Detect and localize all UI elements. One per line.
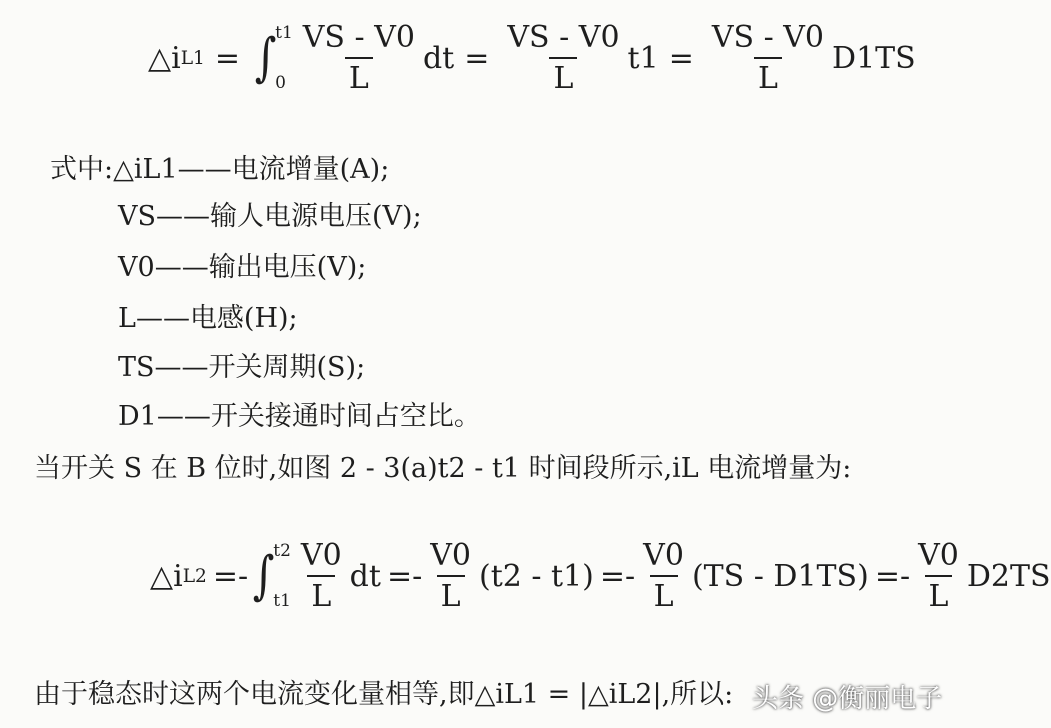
fraction-1: [297, 538, 346, 614]
definition-symbol: VS: [118, 201, 156, 232]
integral-upper-bound: t1: [275, 23, 293, 43]
integral-sign: ∫: [252, 546, 275, 606]
denominator: L: [650, 575, 678, 614]
denominator: L: [549, 57, 577, 96]
numerator: V0: [918, 538, 959, 573]
definition-symbol: D1: [118, 401, 157, 432]
equals-sign: =: [464, 40, 490, 76]
t1: t1: [627, 40, 659, 76]
paragraph-1: 当开关 S 在 B 位时,如图 2 - 3(a)t2 - t1 时间段所示,iL 电流增量为:: [34, 453, 852, 484]
equation-2: [150, 538, 1051, 614]
integral: [252, 23, 293, 93]
definition-line-1: [50, 147, 389, 186]
definition-description: ——开关周期(S);: [154, 352, 366, 383]
equals-minus: =-: [212, 558, 249, 594]
dt: dt: [422, 40, 455, 76]
delta-symbol: △: [150, 558, 174, 594]
definition-line-4: [118, 296, 298, 335]
denominator: L: [307, 575, 335, 614]
subscript-l1: L1: [180, 47, 205, 69]
numerator: VS - V0: [507, 20, 620, 55]
integral-bounds: [275, 23, 293, 93]
definition-line-2: [118, 194, 422, 233]
denominator: L: [345, 57, 373, 96]
fraction-4: [914, 538, 963, 614]
numerator: VS - V0: [302, 20, 415, 55]
paren-term-3: (TS - D1TS): [691, 558, 869, 594]
fraction-3: [639, 538, 688, 614]
definition-line-5: [118, 345, 365, 384]
integral-lower-bound: 0: [275, 73, 286, 93]
definition-description: ——开关接通时间占空比。: [156, 401, 481, 432]
equation-1: [148, 20, 916, 96]
denominator: L: [754, 57, 782, 96]
definition-symbol: V0: [118, 252, 155, 283]
numerator: V0: [300, 538, 342, 573]
variable-i: i: [173, 558, 183, 594]
integral: [250, 541, 291, 611]
numerator: V0: [430, 538, 471, 573]
denominator: L: [437, 575, 465, 614]
fraction-2: [426, 538, 475, 614]
integral-lower-bound: t1: [273, 591, 291, 611]
definition-symbol: L: [118, 303, 136, 334]
fraction-3: [708, 20, 828, 96]
paren-term-2: (t2 - t1): [478, 558, 594, 594]
dt: dt: [349, 558, 381, 594]
integral-bounds: [273, 541, 291, 611]
definition-symbol: TS: [118, 352, 155, 383]
equation-tail: D2TS: [966, 558, 1051, 594]
equals-minus: =-: [599, 558, 636, 594]
watermark: 头条 @衡丽电子: [752, 684, 943, 714]
definition-description: ——输出电压(V);: [154, 252, 367, 283]
definition-description: ——输人电源电压(V);: [156, 201, 422, 232]
equals-minus: =-: [874, 558, 911, 594]
paragraph-2: 由于稳态时这两个电流变化量相等,即△iL1 = |△iL2|,所以:: [34, 679, 734, 710]
equation-tail: D1TS: [832, 40, 916, 76]
fraction-1: [299, 20, 419, 96]
equals-sign: =: [668, 40, 694, 76]
delta-symbol: △: [148, 40, 172, 76]
definition-symbol: △iL1: [113, 154, 178, 185]
equals-minus: =-: [386, 558, 423, 594]
variable-i: i: [171, 40, 181, 76]
fraction-2: [503, 20, 623, 96]
definition-line-6: [118, 394, 481, 433]
subscript-l2: L2: [182, 565, 207, 587]
denominator: L: [925, 575, 953, 614]
equals-sign: =: [214, 40, 241, 76]
integral-sign: ∫: [254, 28, 277, 88]
definition-description: ——电感(H);: [135, 303, 298, 334]
numerator: V0: [643, 538, 684, 573]
definition-line-3: [118, 245, 366, 284]
numerator: VS - V0: [711, 20, 825, 55]
definition-description: ——电流增量(A);: [177, 154, 390, 185]
integral-upper-bound: t2: [273, 541, 291, 561]
definitions-intro: 式中:: [50, 154, 114, 185]
